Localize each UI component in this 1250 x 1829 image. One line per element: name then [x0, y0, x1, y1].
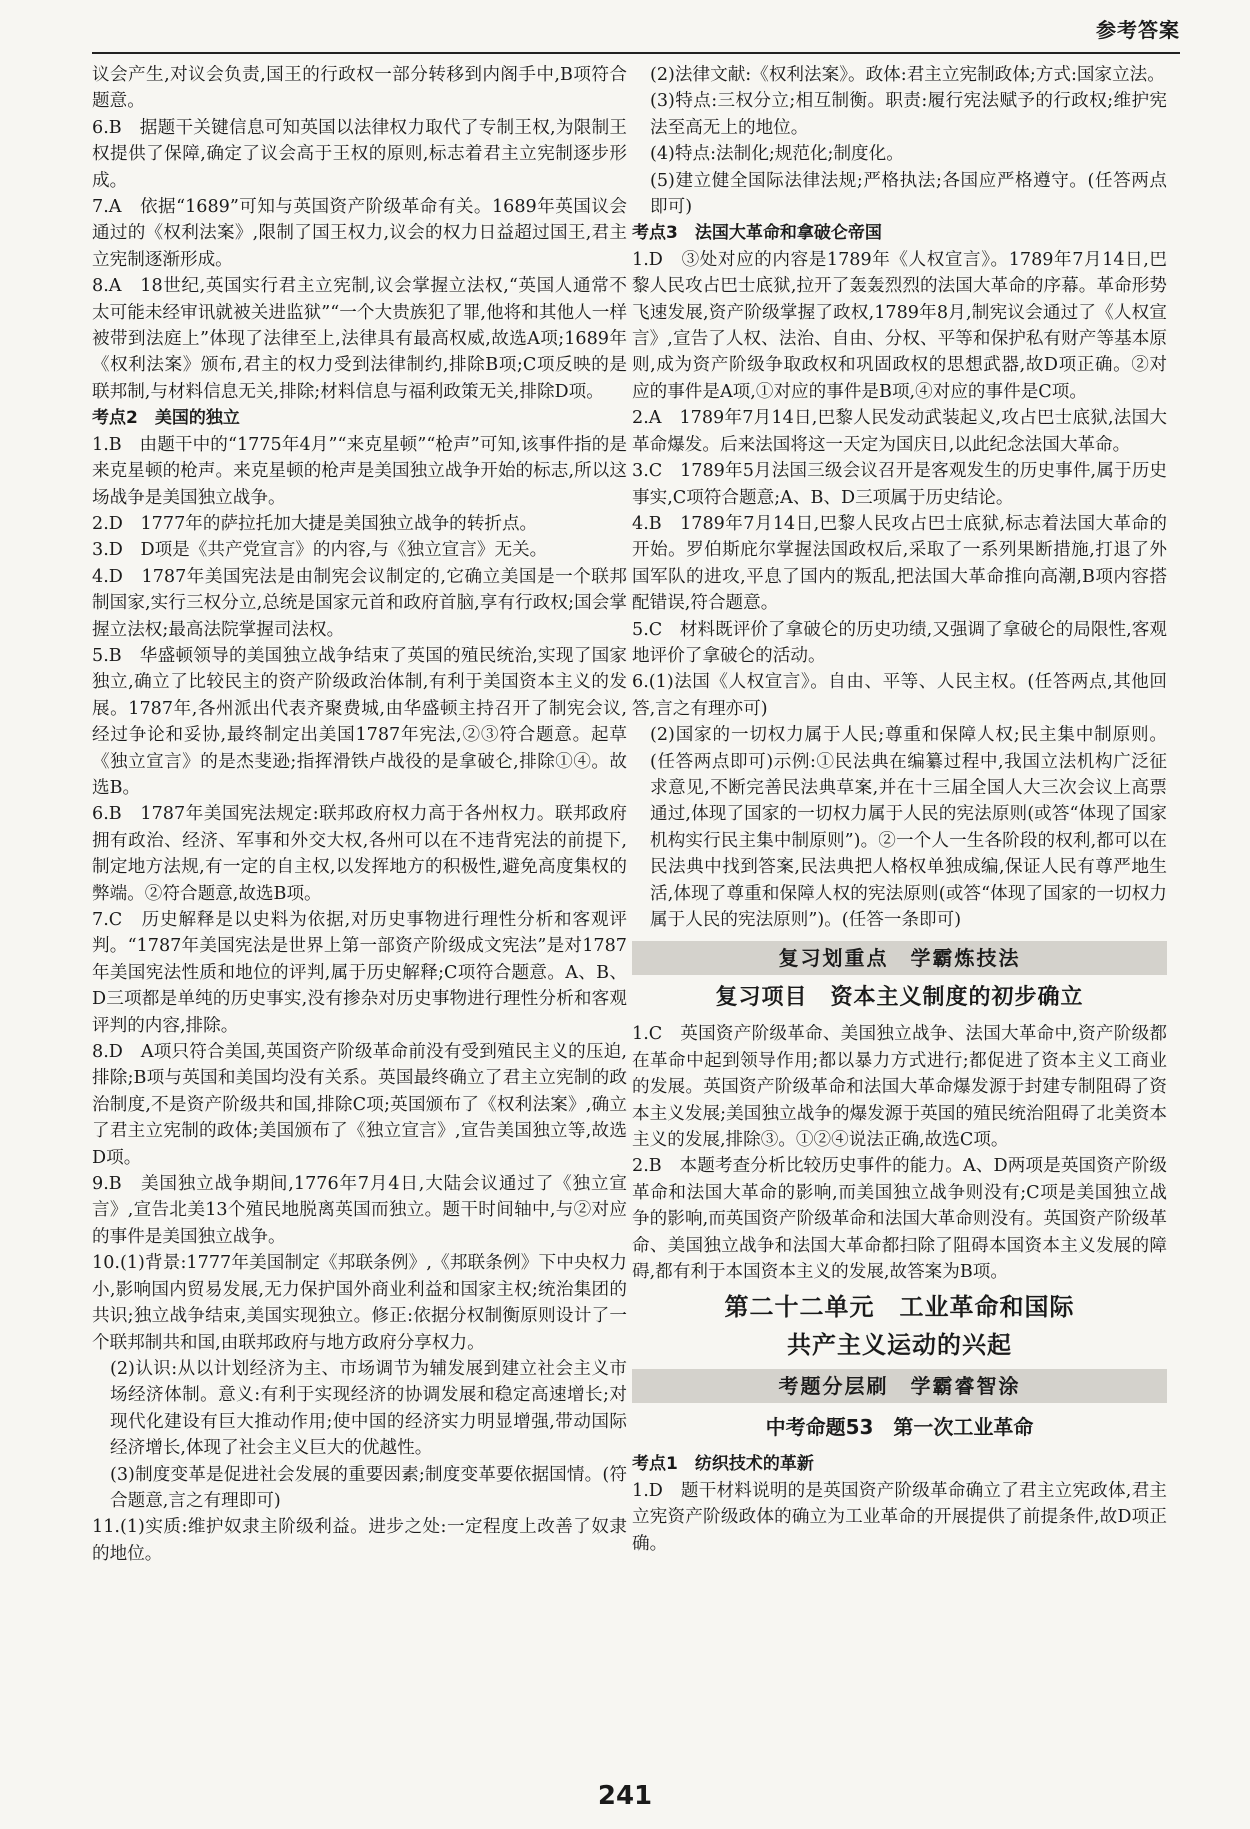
- review-subtitle: 复习项目 资本主义制度的初步确立: [715, 985, 1084, 1011]
- answer-paragraph: 1.C 英国资产阶级革命、美国独立战争、法国大革命中,资产阶级都在革命中起到领导作用;都以暴力方式进行;都促进了资本主义工商业的发展。英国资产阶级革命和法国大革命爆发源于封建专制阻碍了资本主义发展;美国独立战争的爆发源于英国的殖民统治阻碍了北美资本主义的发展,排除③。①②④说法正确,故选C项。: [632, 1024, 1167, 1151]
- answer-paragraph: 10.(1)背景:1777年美国制定《邦联条例》,《邦联条例》下中央权力小,影响国内贸易发展,无力保护国外商业利益和国家主权;统治集团的共识;独立战争结束,美国实现独立。修正:依据分权制衡原则设计了一个联邦制共和国,由联邦政府与地方政府分享权力。: [92, 1253, 627, 1353]
- answer-paragraph: 6.B 据题干关键信息可知英国以法律权力取代了专制王权,为限制王权提供了保障,确定了议会高于王权的原则,标志着君主立宪制逐步形成。: [92, 117, 627, 191]
- unit-title: 共产主义运动的兴起: [787, 1331, 1012, 1360]
- answer-paragraph: (3)特点:三权分立;相互制衡。职责:履行宪法赋予的行政权;维护宪法至高无上的地位。: [650, 91, 1167, 138]
- right-column: [632, 62, 1167, 1557]
- answer-paragraph: 7.A 依据“1689”可知与英国资产阶级革命有关。1689年英国议会通过的《权利法案》,限制了国王权力,议会的权力日益超过国王,君主立宪制逐渐形成。: [92, 197, 627, 270]
- header-rule: [92, 52, 1180, 54]
- answer-paragraph: 5.C 材料既评价了拿破仑的历史功绩,又强调了拿破仑的局限性,客观地评价了拿破仑的活动。: [632, 619, 1167, 666]
- left-column: [92, 62, 627, 1567]
- answer-paragraph: 1.D 题干材料说明的是英国资产阶级革命确立了君主立宪政体,君主立宪资产阶级政体的确立为工业革命的开展提供了前提条件,故D项正确。: [632, 1480, 1167, 1554]
- answer-paragraph: 1.D ③处对应的内容是1789年《人权宣言》。1789年7月14日,巴黎人民攻占巴士底狱,拉开了轰轰烈烈的法国大革命的序幕。革命形势飞速发展,资产阶级掌握了政权,1789年8月,制宪议会通过了《人权宣言》,宣告了人权、法治、自由、分权、平等和保护私有财产等基本原则,成为资产阶级争取政权和巩固政权的思想武器,故D项正确。②对应的事件是A项,①对应的事件是B项,④对应的事件是C项。: [632, 249, 1167, 402]
- answer-paragraph: 2.B 本题考查分析比较历史事件的能力。A、D两项是英国资产阶级革命和法国大革命的影响,而美国独立战争则没有;C项是美国独立战争的影响,而英国资产阶级革命和法国大革命则没有。英国资产阶级革命、美国独立战争和法国大革命都扫除了阻碍本国资本主义发展的障碍,都有利于本国资本主义的发展,故答案为B项。: [632, 1156, 1167, 1283]
- section-heading: 考点3 法国大革命和拿破仑帝国: [632, 223, 882, 244]
- answer-paragraph: 4.D 1787年美国宪法是由制宪会议制定的,它确立美国是一个联邦制国家,实行三权分立,总统是国家元首和政府首脑,享有行政权;国会掌握立法权;最高法院掌握司法权。: [92, 566, 627, 640]
- section-heading: 考点1 纺织技术的革新: [632, 1454, 814, 1475]
- unit-title: 第二十二单元 工业革命和国际: [724, 1293, 1075, 1322]
- answer-paragraph: (4)特点:法制化;规范化;制度化。: [650, 144, 904, 165]
- topic-title: 中考命题53 第一次工业革命: [765, 1415, 1034, 1440]
- answer-paragraph: (5)建立健全国际法律法规;严格执法;各国应严格遵守。(任答两点即可): [650, 170, 1167, 218]
- answer-paragraph: (2)认识:从以计划经济为主、市场调节为辅发展到建立社会主义市场经济体制。意义:有利于实现经济的协调发展和稳定高速增长;对现代化建设有巨大推动作用;使中国的经济实力明显增强,带动国际经济增长,体现了社会主义巨大的优越性。: [110, 1358, 627, 1459]
- answer-paragraph: 议会产生,对议会负责,国王的行政权一部分转移到内阁手中,B项符合题意。: [92, 65, 627, 112]
- answer-paragraph: (3)制度变革是促进社会发展的重要因素;制度变革要依据国情。(符合题意,言之有理即可): [110, 1464, 627, 1511]
- page-number: 241: [597, 1781, 653, 1811]
- answer-paragraph: 6.(1)法国《人权宣言》。自由、平等、人民主权。(任答两点,其他回答,言之有理亦可): [632, 672, 1167, 719]
- answer-paragraph: 7.C 历史解释是以史料为依据,对历史事物进行理性分析和客观评判。“1787年美国宪法是世界上第一部资产阶级成文宪法”是对1787年美国宪法性质和地位的评判,属于历史解释;C项符合题意。A、B、D三项都是单纯的历史事实,没有掺杂对历史事物进行理性分析和客观评判的内容,排除。: [92, 910, 627, 1036]
- answer-paragraph: 5.B 华盛顿领导的美国独立战争结束了英国的殖民统治,实现了国家独立,确立了比较民主的资产阶级政治体制,有利于美国资本主义的发展。1787年,各州派出代表齐聚费城,由华盛顿主持召开了制宪会议,经过争论和妥协,最终制定出美国1787年宪法,②③符合题意。起草《独立宣言》的是杰斐逊;指挥滑铁卢战役的是拿破仑,排除①④。故选B。: [92, 645, 627, 798]
- answer-paragraph: 4.B 1789年7月14日,巴黎人民攻占巴士底狱,标志着法国大革命的开始。罗伯斯庇尔掌握法国政权后,采取了一系列果断措施,打退了外国军队的进攻,平息了国内的叛乱,把法国大革命推向高潮,B项内容搭配错误,符合题意。: [632, 513, 1167, 614]
- answer-paragraph: 3.D D项是《共产党宣言》的内容,与《独立宣言》无关。: [92, 540, 548, 561]
- answer-paragraph: (2)法律文献:《权利法案》。政体:君主立宪制政体;方式:国家立法。: [650, 65, 1165, 85]
- answer-paragraph: 8.A 18世纪,英国实行君主立宪制,议会掌握立法权,“英国人通常不太可能未经审讯就被关进监狱”“一个大贵族犯了罪,他将和其他人一样被带到法庭上”体现了法律至上,法律具有最高权威,故选A项;1689年《权利法案》颁布,君主的权力受到法律制约,排除B项;C项反映的是联邦制,与材料信息无关,排除;材料信息与福利政策无关,排除D项。: [92, 276, 627, 402]
- banner-heading: 复习划重点 学霸炼技法: [632, 941, 1167, 975]
- answer-paragraph: 2.A 1789年7月14日,巴黎人民发动武装起义,攻占巴士底狱,法国大革命爆发。后来法国将这一天定为国庆日,以此纪念法国大革命。: [632, 408, 1167, 455]
- answer-paragraph: 2.D 1777年的萨拉托加大捷是美国独立战争的转折点。: [92, 513, 538, 534]
- banner-heading: 考题分层刷 学霸睿智涂: [632, 1369, 1167, 1403]
- answer-paragraph: (2)国家的一切权力属于人民;尊重和保障人权;民主集中制原则。(任答两点即可)示例:①民法典在编纂过程中,我国立法机构广泛征求意见,不断完善民法典草案,并在十三届全国人大三次会议上高票通过,体现了国家的一切权力属于人民的宪法原则(或答“体现了国家机构实行民主集中制原则”)。②一个人一生各阶段的权利,都可以在民法典中找到答案,民法典把人格权单独成编,保证人民有尊严地生活,体现了尊重和保障人权的宪法原则(或答“体现了国家的一切权力属于人民的宪法原则”)。(任答一条即可): [650, 725, 1167, 930]
- answer-paragraph: 3.C 1789年5月法国三级会议召开是客观发生的历史事件,属于历史事实,C项符合题意;A、B、D三项属于历史结论。: [632, 461, 1167, 508]
- answer-paragraph: 11.(1)实质:维护奴隶主阶级利益。进步之处:一定程度上改善了奴隶的地位。: [92, 1517, 627, 1564]
- section-heading: 考点2 美国的独立: [92, 408, 240, 429]
- answer-paragraph: 9.B 美国独立战争期间,1776年7月4日,大陆会议通过了《独立宣言》,宣告北美13个殖民地脱离英国而独立。题干时间轴中,与②对应的事件是美国独立战争。: [92, 1174, 627, 1247]
- answer-paragraph: 8.D A项只符合美国,英国资产阶级革命前没有受到殖民主义的压迫,排除;B项与英国和美国均没有关系。英国最终确立了君主立宪制的政治制度,不是资产阶级共和国,排除C项;英国颁布了《权利法案》,确立了君主立宪制的政体;美国颁布了《独立宣言》,宣告美国独立等,故选D项。: [92, 1042, 627, 1168]
- answer-paragraph: 1.B 由题干中的“1775年4月”“来克星顿”“枪声”可知,该事件指的是来克星顿的枪声。来克星顿的枪声是美国独立战争开始的标志,所以这场战争是美国独立战争。: [92, 434, 627, 508]
- header-title: 参考答案: [1096, 18, 1180, 42]
- answer-paragraph: 6.B 1787年美国宪法规定:联邦政府权力高于各州权力。联邦政府拥有政治、经济、军事和外交大权,各州可以在不违背宪法的前提下,制定地方法规,有一定的自主权,以发挥地方的积极性,避免高度集权的弊端。②符合题意,故选B项。: [92, 804, 627, 904]
